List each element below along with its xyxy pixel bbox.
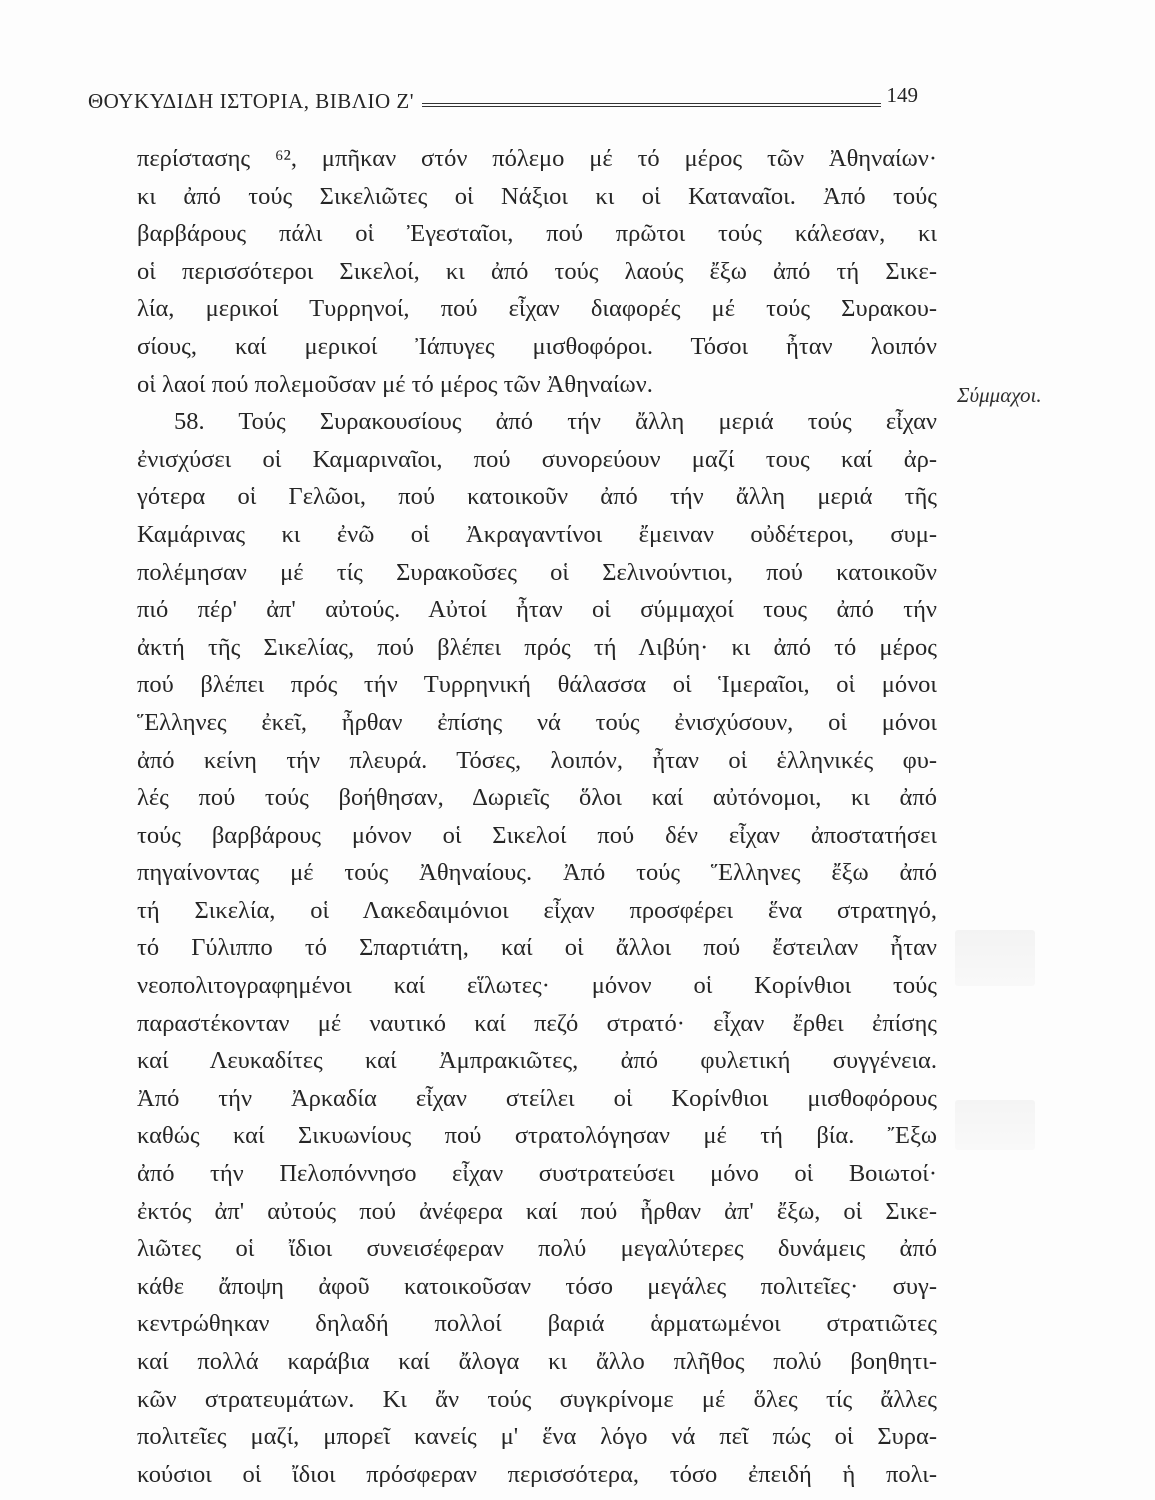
- text-line: πολιτεῖες μαζί, μπορεῖ κανείς μ' ἕνα λόγο νά πεῖ πώς οἱ Συρα-: [137, 1423, 937, 1451]
- text-line: λιῶτες οἱ ἴδιοι συνεισέφεραν πολύ μεγαλύτερες δυνάμεις ἀπό: [137, 1235, 937, 1263]
- text-line: νεοπολιτογραφημένοι καί εἵλωτες· μόνον οἱ Κορίνθιοι τούς: [137, 972, 937, 1000]
- text-line: πολέμησαν μέ τίς Συρακοῦσες οἱ Σελινούντιοι, πού κατοικοῦν: [137, 558, 937, 586]
- text-line: πιό πέρ' ἀπ' αὐτούς. Αὐτοί ἦταν οἱ σύμμαχοί τους ἀπό τήν: [137, 596, 937, 624]
- text-line: λές πού τούς βοήθησαν, Δωριεῖς ὅλοι καί αὐτόνομοι, κι ἀπό: [137, 784, 937, 812]
- text-line: παραστέκονταν μέ ναυτικό καί πεζό στρατό· εἶχαν ἔρθει ἐπίσης: [137, 1009, 937, 1037]
- text-line: τό Γύλιππο τό Σπαρτιάτη, καί οἱ ἄλλοι πού ἔστειλαν ἦταν: [137, 934, 937, 962]
- text-line: τούς βαρβάρους μόνον οἱ Σικελοί πού δέν εἶχαν ἀποστατήσει: [137, 821, 937, 849]
- text-line: τή Σικελία, οἱ Λακεδαιμόνιοι εἶχαν προσφέρει ἕνα στρατηγό,: [137, 896, 937, 924]
- text-line: λία, μερικοί Τυρρηνοί, πού εἶχαν διαφορές μέ τούς Συρακου-: [137, 295, 937, 323]
- text-line: κεντρώθηκαν δηλαδή πολλοί βαριά ἁρματωμένοι στρατιῶτες: [137, 1310, 937, 1338]
- margin-note: Σύμμαχοι.: [957, 383, 1042, 407]
- page-number: 149: [886, 83, 918, 107]
- text-line: Ἕλληνες ἐκεῖ, ἦρθαν ἐπίσης νά τούς ἐνισχύσουν, οἱ μόνοι: [137, 708, 937, 736]
- text-line: οἱ λαοί πού πολεμοῦσαν μέ τό μέρος τῶν Ἀθηναίων.: [137, 370, 653, 398]
- text-line: πηγαίνοντας μέ τούς Ἀθηναίους. Ἀπό τούς Ἕλληνες ἔξω ἀπό: [137, 859, 937, 887]
- text-line: πού βλέπει πρός τήν Τυρρηνική θάλασσα οἱ Ἱμεραῖοι, οἱ μόνοι: [137, 671, 937, 699]
- running-header: [88, 82, 918, 116]
- text-line: περίστασης ⁶², μπῆκαν στόν πόλεμο μέ τό μέρος τῶν Ἀθηναίων·: [137, 145, 937, 172]
- text-line: κῶν στρατευμάτων. Κι ἄν τούς συγκρίνομε μέ ὅλες τίς ἄλλες: [137, 1385, 937, 1413]
- text-line: καί πολλά καράβια καί ἄλογα κι ἄλλο πλῆθος πολύ βοηθητι-: [137, 1348, 937, 1375]
- text-line: γότερα οἱ Γελῶοι, πού κατοικοῦν ἀπό τήν ἄλλη μεριά τῆς: [137, 483, 937, 511]
- text-line: Ἀπό τήν Ἀρκαδία εἶχαν στείλει οἱ Κορίνθιοι μισθοφόρους: [137, 1084, 937, 1112]
- paragraph-start-line: 58. Τούς Συρακουσίους ἀπό τήν ἄλλη μεριά τούς εἶχαν: [174, 408, 937, 436]
- text-line: ἐκτός ἀπ' αὐτούς πού ἀνέφερα καί πού ἦρθαν ἀπ' ἔξω, οἱ Σικε-: [137, 1197, 937, 1225]
- text-line: ἀκτή τῆς Σικελίας, πού βλέπει πρός τή Λιβύη· κι ἀπό τό μέρος: [137, 633, 937, 661]
- body-text: [137, 140, 937, 1493]
- text-line: οἱ περισσότεροι Σικελοί, κι ἀπό τούς λαούς ἔξω ἀπό τή Σικε-: [137, 257, 937, 285]
- text-line: καθώς καί Σικυωνίους πού στρατολόγησαν μέ τή βία. Ἔξω: [137, 1122, 937, 1150]
- text-line: κι ἀπό τούς Σικελιῶτες οἱ Νάξιοι κι οἱ Καταναῖοι. Ἀπό τούς: [137, 182, 937, 210]
- text-line: σίους, καί μερικοί Ἰάπυγες μισθοφόροι. Τόσοι ἦταν λοιπόν: [137, 332, 937, 360]
- text-line: κούσιοι οἱ ἴδιοι πρόσφεραν περισσότερα, τόσο ἐπειδή ἡ πολι-: [137, 1460, 937, 1488]
- text-line: βαρβάρους πάλι οἱ Ἐγεσταῖοι, πού πρῶτοι τούς κάλεσαν, κι: [137, 220, 937, 248]
- text-line: κάθε ἄποψη ἀφοῦ κατοικοῦσαν τόσο μεγάλες πολιτεῖες· συγ-: [137, 1272, 937, 1300]
- bleed-through-smudge: [955, 930, 1035, 986]
- text-line: ἀπό τήν Πελοπόννησο εἶχαν συστρατεύσει μόνο οἱ Βοιωτοί·: [137, 1160, 937, 1188]
- header-double-rule: [422, 103, 881, 107]
- text-line: ἀπό κείνη τήν πλευρά. Τόσες, λοιπόν, ἦταν οἱ ἑλληνικές φυ-: [137, 746, 937, 774]
- text-line: Καμάρινας κι ἐνῶ οἱ Ἀκραγαντίνοι ἔμειναν οὐδέτεροι, συμ-: [137, 520, 937, 548]
- text-line: καί Λευκαδίτες καί Ἀμπρακιῶτες, ἀπό φυλετική συγγένεια.: [137, 1047, 937, 1075]
- bleed-through-smudge: [955, 1100, 1035, 1150]
- running-title: ΘΟΥΚΥΔΙΔΗ ΙΣΤΟΡΙΑ, ΒΙΒΛΙΟ Ζ': [88, 89, 414, 113]
- text-line: ἐνισχύσει οἱ Καμαριναῖοι, πού συνορεύουν μαζί τους καί ἀρ-: [137, 445, 937, 473]
